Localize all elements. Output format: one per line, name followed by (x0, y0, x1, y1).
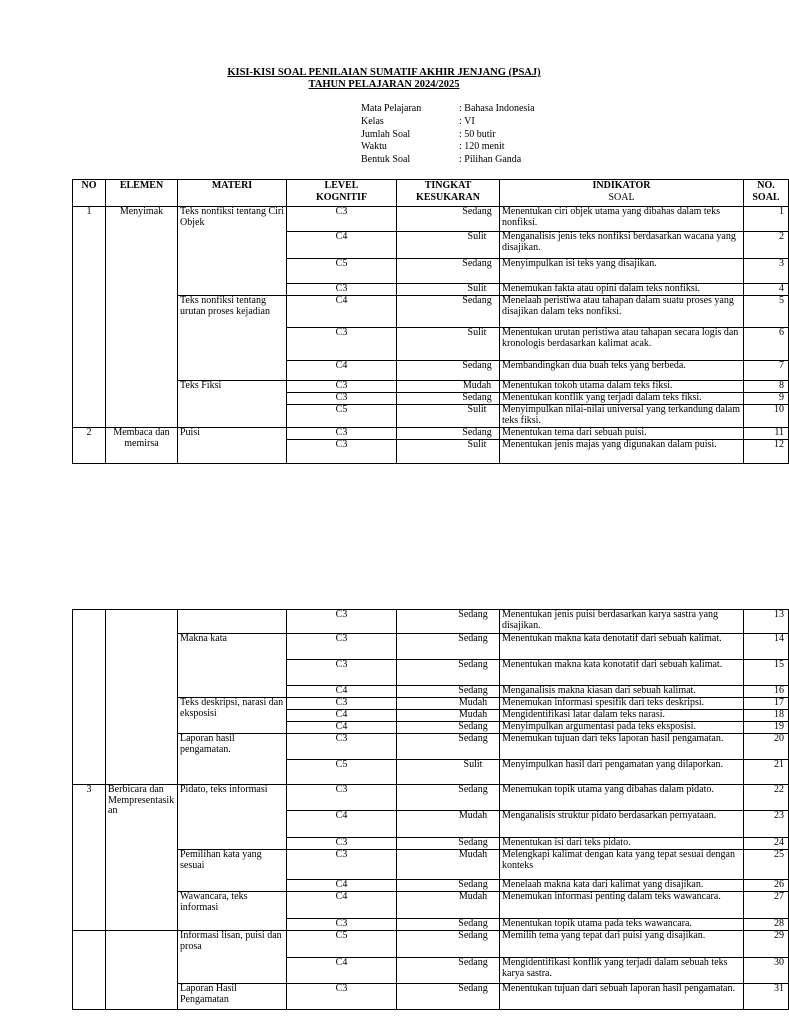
tingkat-cell: Sedang (397, 984, 500, 1010)
table-header-row (73, 180, 789, 207)
level-cell: C3 (287, 698, 397, 710)
indikator-cell: Menyimpulkan hasil dari pengamatan yang dilaporkan. (500, 760, 744, 785)
tingkat-cell: Sedang (397, 660, 500, 686)
indikator-cell: Menganalisis makna kiasan dari sebuah kalimat. (500, 686, 744, 698)
no-soal-cell: 20 (744, 734, 789, 760)
level-cell: C3 (287, 207, 397, 232)
info-label: Waktu (361, 141, 387, 153)
no-soal-cell: 22 (744, 785, 789, 811)
tingkat-cell: Sulit (397, 284, 500, 296)
no-soal-cell: 17 (744, 698, 789, 710)
tingkat-cell: Sedang (397, 393, 500, 405)
no-soal-cell: 9 (744, 393, 789, 405)
info-value: : Bahasa Indonesia (459, 103, 535, 114)
tingkat-cell: Sedang (397, 722, 500, 734)
tingkat-cell: Sedang (397, 734, 500, 760)
row-materi: Puisi (178, 428, 287, 464)
tingkat-cell: Sedang (397, 686, 500, 698)
document-subtitle: TAHUN PELAJARAN 2024/2025 (308, 79, 460, 90)
level-cell: C4 (287, 361, 397, 381)
tingkat-cell: Sedang (397, 785, 500, 811)
tingkat-cell: Sulit (397, 232, 500, 259)
row-materi: Informasi lisan, puisi dan prosa (178, 931, 287, 984)
header-indikator-soal: INDIKATOR SOAL (500, 180, 744, 207)
indikator-cell: Memilih tema yang tepat dari puisi yang disajikan. (500, 931, 744, 958)
row-elemen: Berbicara dan Mempresentasikan (106, 785, 178, 931)
indikator-cell: Menentukan tema dari sebuah puisi. (500, 428, 744, 440)
indikator-cell: Menyimpulkan isi teks yang disajikan. (500, 259, 744, 284)
indikator-cell: Menganalisis jenis teks nonfiksi berdasarkan wacana yang disajikan. (500, 232, 744, 259)
no-soal-cell: 2 (744, 232, 789, 259)
indikator-cell: Menentukan tokoh utama dalam teks fiksi. (500, 381, 744, 393)
header-materi: MATERI (178, 180, 287, 207)
no-soal-cell: 15 (744, 660, 789, 686)
no-soal-cell: 23 (744, 811, 789, 838)
tingkat-cell: Mudah (397, 698, 500, 710)
table-row (73, 785, 789, 811)
no-soal-cell: 18 (744, 710, 789, 722)
row-materi: Teks deskripsi, narasi dan eksposisi (178, 698, 287, 734)
info-label: Mata Pelajaran (361, 103, 422, 114)
row-no: 3 (73, 785, 106, 931)
level-cell: C3 (287, 850, 397, 880)
tingkat-cell: Sedang (397, 610, 500, 634)
table-row (73, 931, 789, 958)
indikator-cell: Menelaah peristiwa atau tahapan dalam suatu proses yang disajikan dalam teks nonfiksi. (500, 296, 744, 328)
indikator-cell: Mengidentifikasi latar dalam teks narasi. (500, 710, 744, 722)
tingkat-cell: Sulit (397, 405, 500, 428)
level-cell: C3 (287, 610, 397, 634)
no-soal-cell: 14 (744, 634, 789, 660)
info-value: : 120 menit (459, 141, 505, 153)
level-cell: C4 (287, 722, 397, 734)
row-materi: Pidato, teks informasi (178, 785, 287, 850)
no-soal-cell: 4 (744, 284, 789, 296)
no-soal-cell: 30 (744, 958, 789, 984)
header-elemen: ELEMEN (106, 180, 178, 207)
level-cell: C4 (287, 686, 397, 698)
level-cell: C3 (287, 440, 397, 464)
row-materi: Pemilihan kata yang sesuai (178, 850, 287, 892)
info-label: Kelas (361, 115, 384, 127)
no-soal-cell: 27 (744, 892, 789, 919)
level-cell: C4 (287, 880, 397, 892)
kisi-kisi-table-page-2 (72, 609, 789, 1010)
row-materi: Teks Fiksi (178, 381, 287, 428)
header-no-soal: NO. SOAL (744, 180, 789, 207)
tingkat-cell: Sulit (397, 760, 500, 785)
tingkat-cell: Sulit (397, 440, 500, 464)
table-row (73, 850, 789, 880)
table-row (73, 892, 789, 919)
no-soal-cell: 11 (744, 428, 789, 440)
table-row (73, 381, 789, 393)
indikator-cell: Menentukan jenis majas yang digunakan dalam puisi. (500, 440, 744, 464)
header-level-kognitif: LEVEL KOGNITIF (287, 180, 397, 207)
tingkat-cell: Mudah (397, 811, 500, 838)
no-soal-cell: 13 (744, 610, 789, 634)
indikator-cell: Menyimpulkan nilai-nilai universal yang terkandung dalam teks fiksi. (500, 405, 744, 428)
indikator-cell: Menentukan isi dari teks pidato. (500, 838, 744, 850)
indikator-cell: Menyimpulkan argumentasi pada teks eksposisi. (500, 722, 744, 734)
tingkat-cell: Sedang (397, 931, 500, 958)
header-tingkat-kesukaran: TINGKAT KESUKARAN (397, 180, 500, 207)
level-cell: C5 (287, 931, 397, 958)
indikator-cell: Menentukan makna kata konotatif dari sebuah kalimat. (500, 660, 744, 686)
level-cell: C3 (287, 734, 397, 760)
table-row (73, 207, 789, 232)
indikator-cell: Menentukan topik utama pada teks wawancara. (500, 919, 744, 931)
indikator-cell: Menemukan informasi spesifik dari teks deskripsi. (500, 698, 744, 710)
indikator-cell: Menentukan jenis puisi berdasarkan karya sastra yang disajikan. (500, 610, 744, 634)
no-soal-cell: 24 (744, 838, 789, 850)
level-cell: C3 (287, 838, 397, 850)
tingkat-cell: Mudah (397, 710, 500, 722)
tingkat-cell: Sedang (397, 207, 500, 232)
level-cell: C3 (287, 785, 397, 811)
row-elemen: Membaca dan memirsa (106, 428, 178, 464)
level-cell: C3 (287, 919, 397, 931)
row-materi: Teks nonfiksi tentang Ciri Objek (178, 207, 287, 296)
no-soal-cell: 8 (744, 381, 789, 393)
no-soal-cell: 6 (744, 328, 789, 361)
info-value: : 50 butir (459, 128, 496, 140)
row-materi: Wawancara, teks informasi (178, 892, 287, 931)
row-no-empty (73, 610, 106, 785)
no-soal-cell: 16 (744, 686, 789, 698)
info-label: Jumlah Soal (361, 128, 411, 140)
row-no-empty (73, 931, 106, 1010)
tingkat-cell: Mudah (397, 850, 500, 880)
row-materi: Teks nonfiksi tentang urutan proses kejadian (178, 296, 287, 381)
indikator-cell: Menentukan konflik yang terjadi dalam teks fiksi. (500, 393, 744, 405)
indikator-cell: Menentukan urutan peristiwa atau tahapan secara logis dan kronologis berdasarkan kalimat acak. (500, 328, 744, 361)
table-row (73, 698, 789, 710)
row-materi: Makna kata (178, 634, 287, 698)
level-cell: C3 (287, 634, 397, 660)
level-cell: C4 (287, 811, 397, 838)
no-soal-cell: 19 (744, 722, 789, 734)
level-cell: C4 (287, 296, 397, 328)
row-materi: Laporan hasil pengamatan. (178, 734, 287, 785)
row-elemen: Menyimak (106, 207, 178, 428)
tingkat-cell: Sedang (397, 838, 500, 850)
tingkat-cell: Sedang (397, 361, 500, 381)
tingkat-cell: Sedang (397, 958, 500, 984)
no-soal-cell: 25 (744, 850, 789, 880)
no-soal-cell: 29 (744, 931, 789, 958)
row-no: 1 (73, 207, 106, 428)
table-row (73, 428, 789, 440)
indikator-cell: Membandingkan dua buah teks yang berbeda. (500, 361, 744, 381)
no-soal-cell: 26 (744, 880, 789, 892)
indikator-cell: Menentukan ciri objek utama yang dibahas dalam teks nonfiksi. (500, 207, 744, 232)
row-materi: Laporan Hasil Pengamatan (178, 984, 287, 1010)
tingkat-cell: Sedang (397, 296, 500, 328)
row-no: 2 (73, 428, 106, 464)
document-title: KISI-KISI SOAL PENILAIAN SUMATIF AKHIR JENJANG (PSAJ) (227, 67, 541, 78)
no-soal-cell: 12 (744, 440, 789, 464)
tingkat-cell: Sedang (397, 428, 500, 440)
row-elemen-empty (106, 610, 178, 785)
level-cell: C4 (287, 232, 397, 259)
level-cell: C5 (287, 760, 397, 785)
indikator-cell: Menganalisis struktur pidato berdasarkan pernyataan. (500, 811, 744, 838)
indikator-cell: Menentukan tujuan dari sebuah laporan hasil pengamatan. (500, 984, 744, 1010)
row-elemen-empty (106, 931, 178, 1010)
no-soal-cell: 21 (744, 760, 789, 785)
no-soal-cell: 5 (744, 296, 789, 328)
level-cell: C4 (287, 958, 397, 984)
tingkat-cell: Mudah (397, 892, 500, 919)
tingkat-cell: Sedang (397, 259, 500, 284)
no-soal-cell: 10 (744, 405, 789, 428)
indikator-cell: Melengkapi kalimat dengan kata yang tepat sesuai dengan konteks (500, 850, 744, 880)
no-soal-cell: 31 (744, 984, 789, 1010)
no-soal-cell: 3 (744, 259, 789, 284)
indikator-cell: Mengidentifikasi konflik yang terjadi dalam sebuah teks karya sastra. (500, 958, 744, 984)
level-cell: C4 (287, 710, 397, 722)
level-cell: C3 (287, 660, 397, 686)
tingkat-cell: Mudah (397, 381, 500, 393)
level-cell: C3 (287, 393, 397, 405)
tingkat-cell: Sedang (397, 880, 500, 892)
level-cell: C3 (287, 984, 397, 1010)
info-value: : Pilihan Ganda (459, 154, 522, 166)
table-row (73, 610, 789, 634)
table-row (73, 634, 789, 660)
indikator-cell: Menemukan tujuan dari teks laporan hasil pengamatan. (500, 734, 744, 760)
tingkat-cell: Sedang (397, 919, 500, 931)
level-cell: C3 (287, 428, 397, 440)
level-cell: C3 (287, 381, 397, 393)
indikator-cell: Menemukan topik utama yang dibahas dalam pidato. (500, 785, 744, 811)
no-soal-cell: 1 (744, 207, 789, 232)
indikator-cell: Menentukan makna kata denotatif dari sebuah kalimat. (500, 634, 744, 660)
kisi-kisi-table-page-1 (72, 179, 789, 464)
level-cell: C5 (287, 405, 397, 428)
level-cell: C4 (287, 892, 397, 919)
row-materi-empty (178, 610, 287, 634)
table-row (73, 984, 789, 1010)
level-cell: C5 (287, 259, 397, 284)
level-cell: C3 (287, 284, 397, 296)
level-cell: C3 (287, 328, 397, 361)
indikator-cell: Menemukan informasi penting dalam teks wawancara. (500, 892, 744, 919)
tingkat-cell: Sedang (397, 634, 500, 660)
tingkat-cell: Sulit (397, 328, 500, 361)
table-row (73, 296, 789, 328)
indikator-cell: Menelaah makna kata dari kalimat yang disajikan. (500, 880, 744, 892)
no-soal-cell: 28 (744, 919, 789, 931)
info-value: : VI (459, 115, 475, 127)
table-row (73, 734, 789, 760)
info-label: Bentuk Soal (361, 154, 411, 166)
no-soal-cell: 7 (744, 361, 789, 381)
indikator-cell: Menemukan fakta atau opini dalam teks nonfiksi. (500, 284, 744, 296)
header-no: NO (73, 180, 106, 207)
